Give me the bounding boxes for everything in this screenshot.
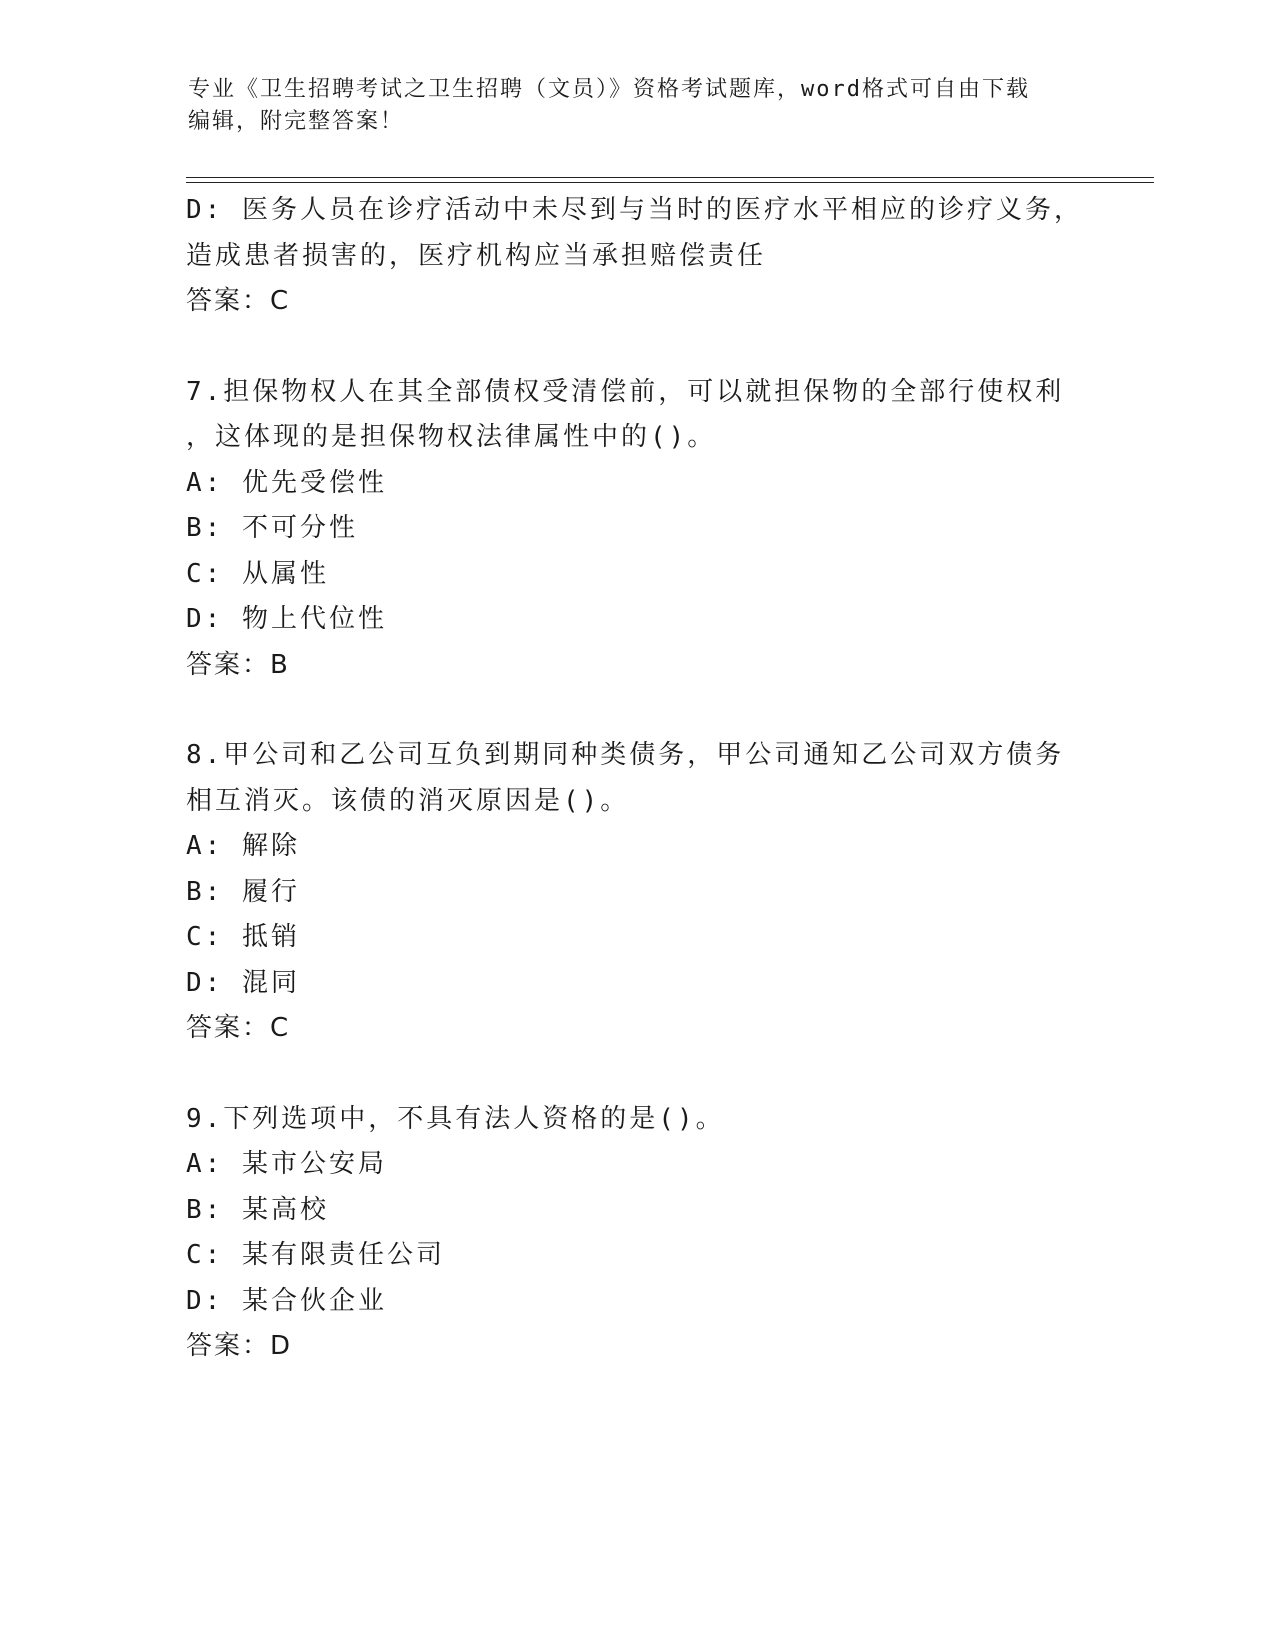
header-line-1: 专业《卫生招聘考试之卫生招聘（文员）》资格考试题库，word格式可自由下载 <box>188 77 1030 102</box>
spacer <box>186 1052 1066 1097</box>
answer-label: 答案：C <box>186 1013 291 1043</box>
answer-label: 答案：D <box>186 1331 293 1361</box>
option-d: D: 混同 <box>186 967 300 998</box>
option-b: B: 履行 <box>186 876 300 907</box>
option-d: D: 物上代位性 <box>186 604 387 634</box>
question-stem-continued: ，这体现的是担保物权法律属性中的()。 <box>186 422 717 452</box>
option-a: A: 解除 <box>186 831 300 861</box>
option-a: A: 优先受偿性 <box>186 467 387 498</box>
option-a: A: 某市公安局 <box>186 1149 387 1179</box>
question-7 <box>186 370 1066 689</box>
option-b: B: 不可分性 <box>186 513 358 543</box>
question-8 <box>186 733 1066 1052</box>
option-c: C: 从属性 <box>186 558 329 589</box>
answer-label: 答案：B <box>186 649 290 680</box>
answer-label: 答案：C <box>186 286 291 316</box>
question-9 <box>186 1097 1066 1370</box>
option-c: C: 抵销 <box>186 922 300 952</box>
previous-question-tail <box>186 188 1083 325</box>
question-stem: 7.担保物权人在其全部债权受清偿前，可以就担保物的全部行使权利 <box>186 376 1065 407</box>
option-b: B: 某高校 <box>186 1194 329 1225</box>
document-header <box>188 74 1088 138</box>
option-c: C: 某有限责任公司 <box>186 1240 445 1270</box>
header-divider-top <box>186 177 1154 178</box>
spacer <box>186 325 1066 370</box>
header-line-2: 编辑，附完整答案！ <box>188 109 405 134</box>
question-stem: 9.下列选项中，不具有法人资格的是()。 <box>186 1103 725 1134</box>
header-divider-bottom <box>186 182 1154 183</box>
question-list <box>186 188 1083 1370</box>
option-d: D: 医务人员在诊疗活动中未尽到与当时的医疗水平相应的诊疗义务， <box>186 195 1083 225</box>
question-stem-continued: 相互消灭。该债的消灭原因是()。 <box>186 785 630 816</box>
option-d: D: 某合伙企业 <box>186 1285 387 1316</box>
question-stem: 8.甲公司和乙公司互负到期同种类债务，甲公司通知乙公司双方债务 <box>186 740 1065 770</box>
spacer <box>186 688 1066 733</box>
option-d-continued: 造成患者损害的，医疗机构应当承担赔偿责任 <box>186 240 767 271</box>
